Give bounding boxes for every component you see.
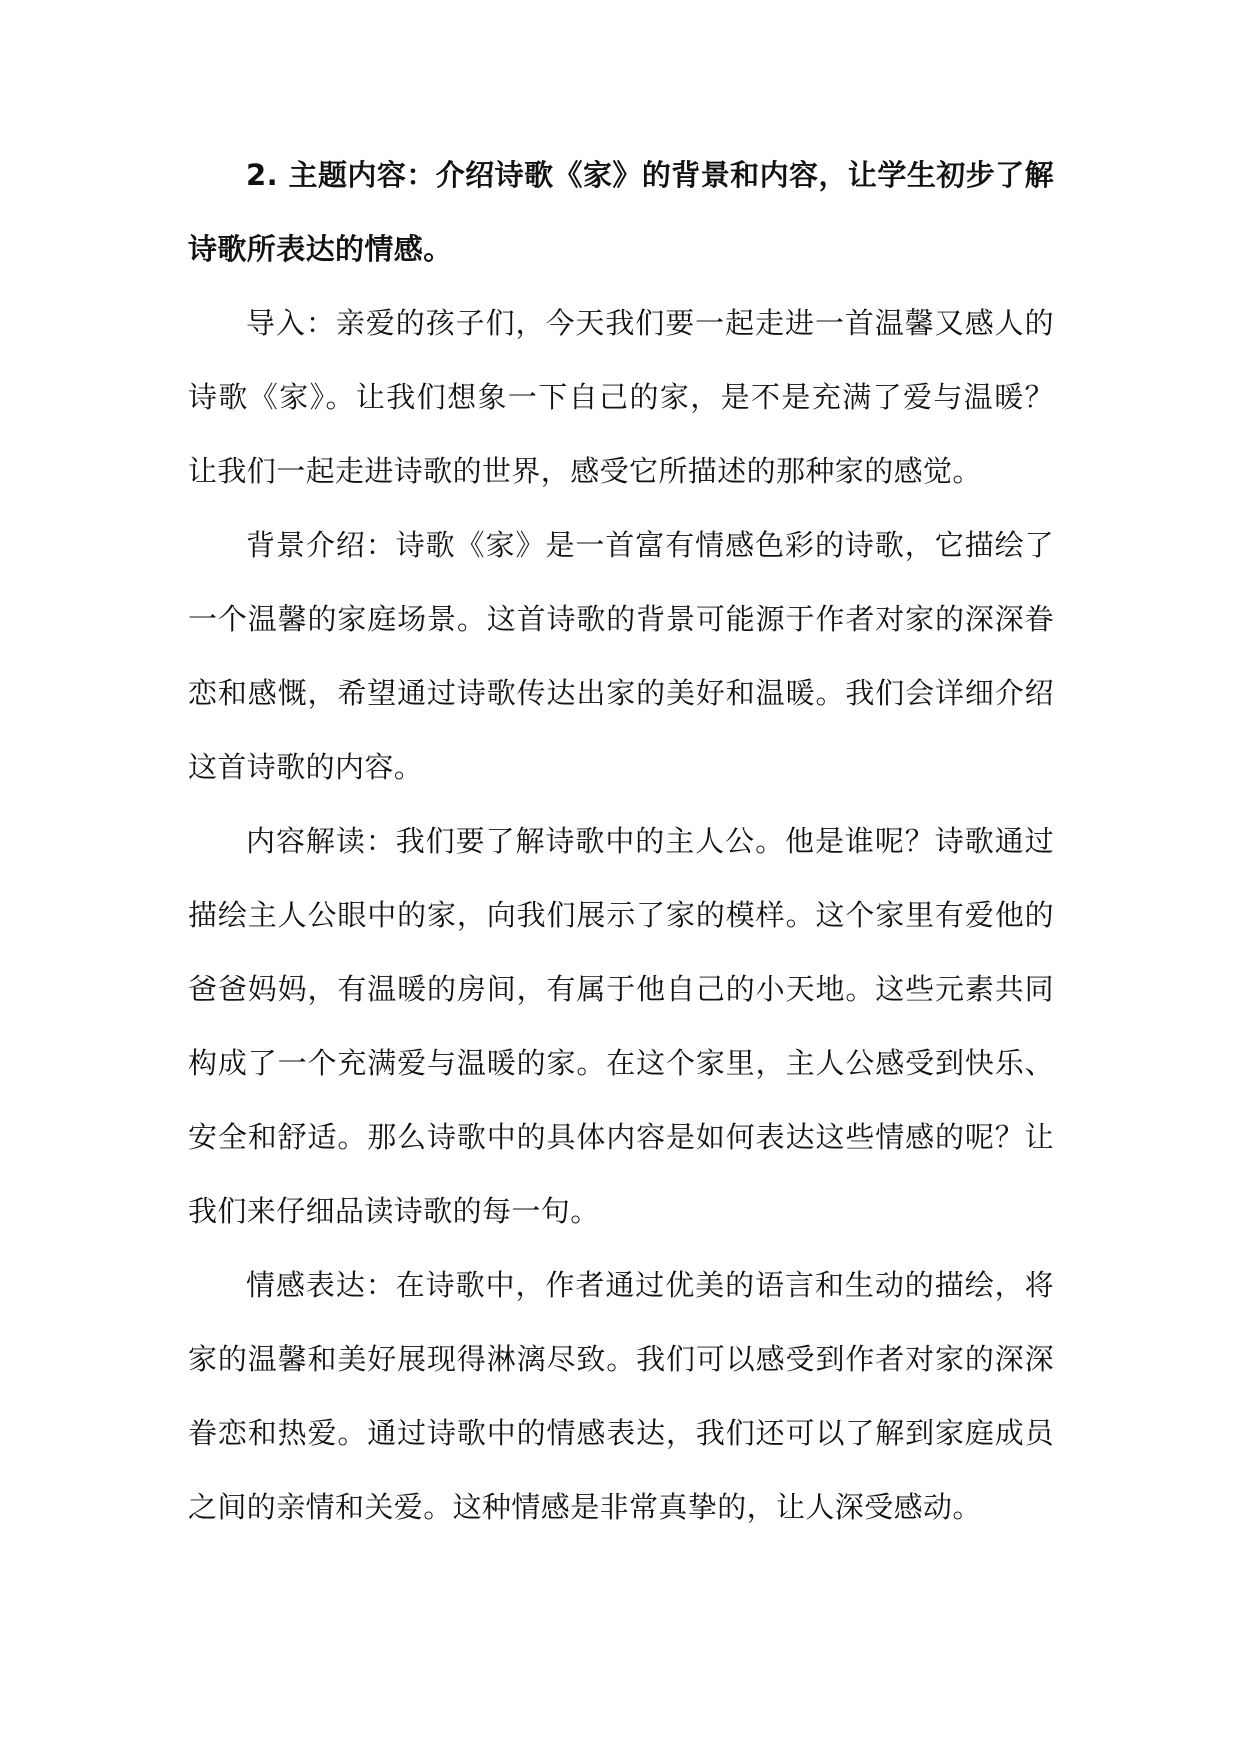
- paragraph-intro: 导入：亲爱的孩子们，今天我们要一起走进一首温馨又感人的诗歌《家》。让我们想象一下自己的家，是不是充满了爱与温暖？让我们一起走进诗歌的世界，感受它所描述的那种家的感觉。: [188, 306, 1054, 488]
- paragraph-background: 背景介绍：诗歌《家》是一首富有情感色彩的诗歌，它描绘了一个温馨的家庭场景。这首诗歌的背景可能源于作者对家的深深眷恋和感慨，希望通过诗歌传达出家的美好和温暖。我们会详细介绍这首诗歌的内容。: [188, 528, 1054, 784]
- document-body: [188, 138, 1054, 1544]
- paragraph-emotional-expression: 情感表达：在诗歌中，作者通过优美的语言和生动的描绘，将家的温馨和美好展现得淋漓尽致。我们可以感受到作者对家的深深眷恋和热爱。通过诗歌中的情感表达，我们还可以了解到家庭成员之间的亲情和关爱。这种情感是非常真挚的，让人深受感动。: [188, 1268, 1054, 1524]
- paragraph-content-interpretation: 内容解读：我们要了解诗歌中的主人公。他是谁呢？诗歌通过描绘主人公眼中的家，向我们展示了家的模样。这个家里有爱他的爸爸妈妈，有温暖的房间，有属于他自己的小天地。这些元素共同构成了一个充满爱与温暖的家。在这个家里，主人公感受到快乐、安全和舒适。那么诗歌中的具体内容是如何表达这些情感的呢？让我们来仔细品读诗歌的每一句。: [188, 824, 1054, 1228]
- section-heading: 2. 主题内容：介绍诗歌《家》的背景和内容，让学生初步了解诗歌所表达的情感。: [188, 158, 1054, 266]
